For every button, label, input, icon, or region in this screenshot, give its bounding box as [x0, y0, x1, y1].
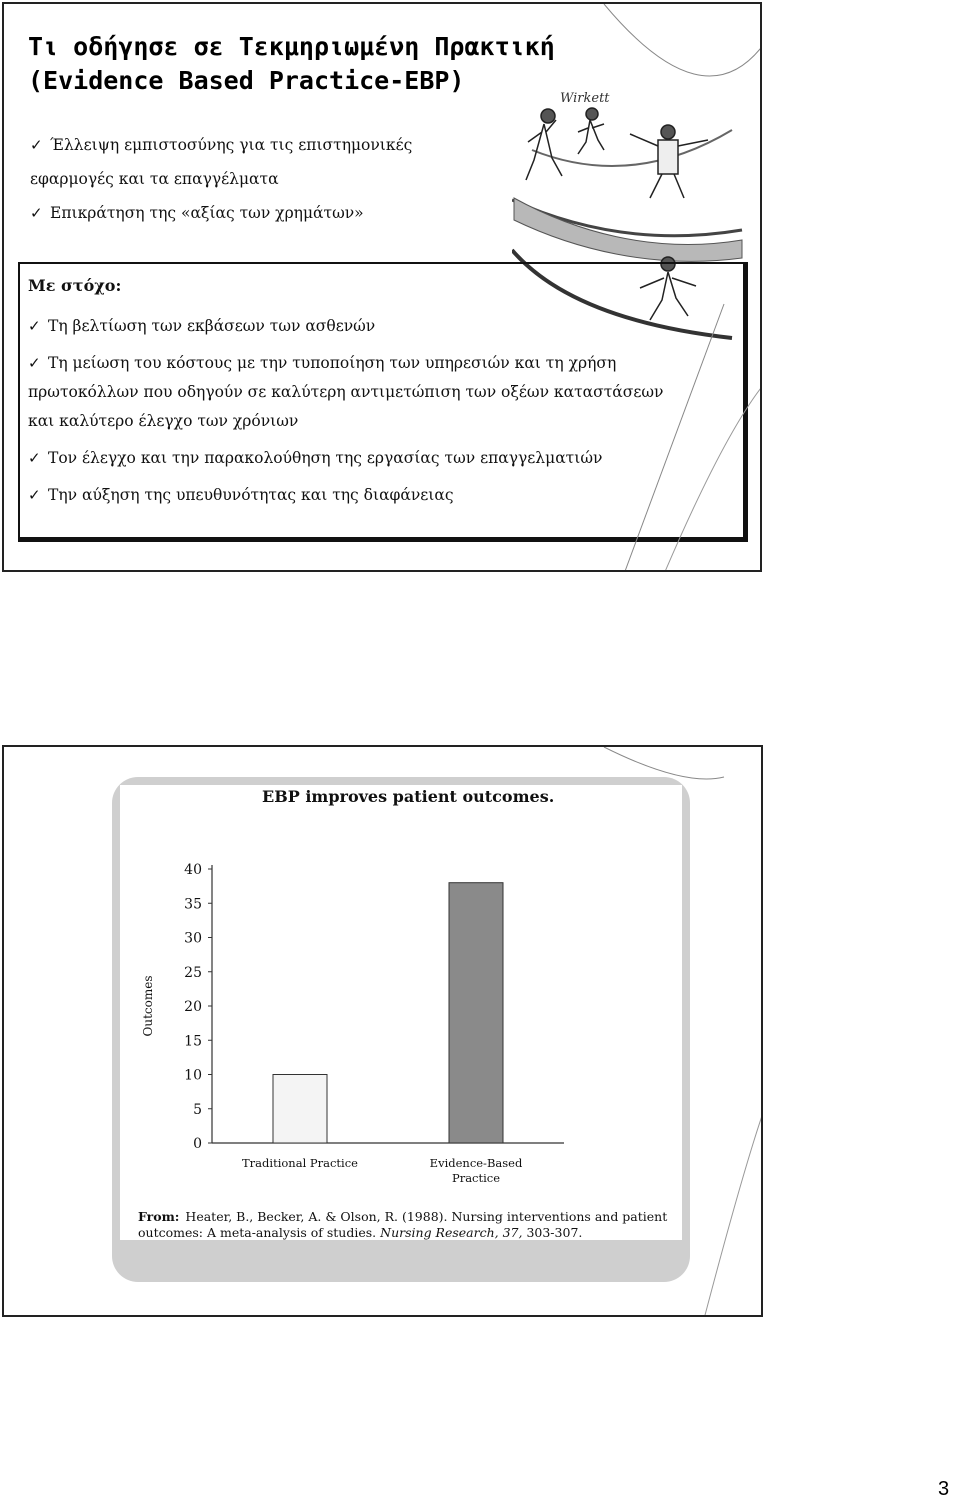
reference-from-label: From: — [138, 1209, 180, 1224]
list-item — [28, 312, 748, 341]
top-bullet-list — [30, 128, 412, 230]
y-tick-label: 10 — [184, 1067, 202, 1084]
checkmark-icon: ✓ — [30, 136, 43, 154]
list-item-text: Επικράτηση της «αξίας των χρημάτων» — [50, 204, 364, 222]
slide-1 — [2, 2, 762, 572]
slide-title-line-2: (Evidence Based Practice-EBP) — [28, 66, 465, 95]
checkmark-icon: ✓ — [28, 449, 41, 467]
reference-journal: Nursing Research, 37, — [380, 1225, 523, 1240]
checkmark-icon: ✓ — [28, 354, 41, 372]
y-tick-label: 40 — [184, 862, 202, 878]
chart-axes — [212, 865, 564, 1143]
list-item — [30, 128, 412, 162]
reference-text: Heater, B., Becker, A. & Olson, R. (1988). Nursing interventions and patient outcomes: A meta-analysis of studies. — [138, 1209, 668, 1240]
checkmark-icon: ✓ — [28, 486, 41, 504]
checkmark-icon: ✓ — [28, 317, 41, 335]
goals-bullet-list — [28, 312, 748, 510]
list-item — [30, 196, 412, 230]
checkmark-icon: ✓ — [30, 204, 43, 222]
x-category-label: Practice — [451, 1171, 501, 1185]
slide-title-line-1: Τι οδήγησε σε Τεκμηριωμένη Πρακτική — [28, 32, 555, 61]
y-tick-label: 30 — [184, 930, 202, 947]
x-category-label: Traditional Practice — [242, 1156, 358, 1170]
cartoon-signature: Wirkett — [560, 91, 610, 106]
list-item-text: Έλλειψη εμπιστοσύνης για τις επιστημονικές — [50, 136, 413, 154]
x-category-labels — [242, 1156, 523, 1185]
page-number: 3 — [938, 1478, 950, 1500]
y-tick-label: 15 — [184, 1033, 202, 1050]
list-item-text: Τη βελτίωση των εκβάσεων των ασθενών — [48, 317, 376, 335]
bar-1 — [273, 1075, 327, 1144]
list-item-continuation: εφαρμογές και τα επαγγέλματα — [30, 170, 279, 188]
bar-2 — [449, 883, 503, 1143]
goals-heading: Με στόχο: — [28, 276, 122, 295]
chart-bars — [273, 883, 503, 1143]
list-item — [28, 444, 748, 473]
list-item-text: Την αύξηση της υπευθυνότητας και της διαφάνειας — [48, 486, 454, 504]
slide-2 — [2, 745, 763, 1317]
y-tick-label: 20 — [184, 999, 202, 1015]
reference-pages: 303-307. — [526, 1225, 583, 1240]
y-tick-label: 25 — [184, 964, 202, 981]
list-item — [28, 349, 748, 378]
y-tick-label: 5 — [193, 1101, 202, 1118]
slide-title — [28, 30, 555, 98]
chart-reference — [138, 1209, 678, 1241]
y-tick-labels — [184, 862, 212, 1152]
x-category-label: Evidence-Based — [429, 1156, 523, 1170]
y-axis-label: Outcomes — [141, 975, 155, 1037]
list-item-continuation: και καλύτερο έλεγχο των χρόνιων — [28, 412, 299, 430]
list-item — [28, 481, 748, 510]
y-tick-label: 0 — [193, 1136, 202, 1152]
y-tick-label: 35 — [184, 896, 202, 913]
list-item-text: Τη μείωση του κόστους με την τυποποίηση των υπηρεσιών και τη χρήση — [48, 354, 617, 372]
chart-title: EBP improves patient outcomes. — [262, 787, 555, 806]
list-item-continuation: πρωτοκόλλων που οδηγούν σε καλύτερη αντιμετώπιση των οξέων καταστάσεων — [28, 383, 664, 401]
list-item-text: Τον έλεγχο και την παρακολούθηση της εργασίας των επαγγελματιών — [48, 449, 603, 467]
